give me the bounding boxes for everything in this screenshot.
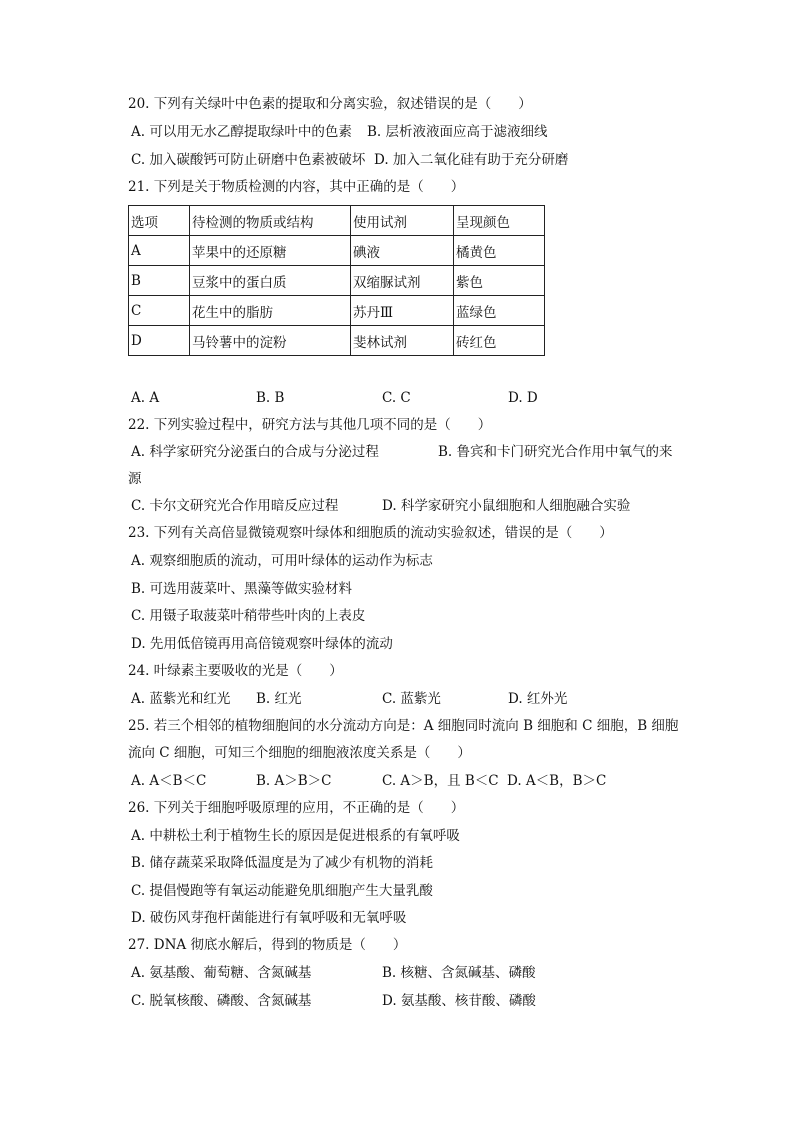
table-cell: 紫色 (454, 266, 545, 296)
q26-option-a: A. 中耕松土利于植物生长的原因是促进根系的有氧呼吸 (131, 828, 460, 844)
q22-option-a: A. 科学家研究分泌蛋白的合成与分泌过程 (131, 444, 379, 460)
q27-option-b: B. 核糖、含氮碱基、磷酸 (382, 965, 536, 981)
q23-stem: 23. 下列有关高倍显微镜观察叶绿体和细胞质的流动实验叙述，错误的是（ ） (128, 525, 613, 541)
table-cell: 苏丹Ⅲ (351, 296, 454, 326)
table-cell: 蓝绿色 (454, 296, 545, 326)
q26-option-c: C. 提倡慢跑等有氧运动能避免肌细胞产生大量乳酸 (131, 883, 433, 899)
q21-stem: 21. 下列是关于物质检测的内容，其中正确的是（ ） (128, 179, 465, 195)
q20-stem: 20. 下列有关绿叶中色素的提取和分离实验，叙述错误的是（ ） (128, 96, 532, 112)
q22-option-b: B. 鲁宾和卡门研究光合作用中氧气的来 (438, 444, 673, 460)
q21-option-c: C. C (382, 390, 411, 406)
q26-stem: 26. 下列关于细胞呼吸原理的应用，不正确的是（ ） (128, 800, 465, 816)
q24-option-a: A. 蓝紫光和红光 (131, 691, 231, 707)
q27-option-a: A. 氨基酸、葡萄糖、含氮碱基 (131, 965, 312, 981)
q22-stem: 22. 下列实验过程中，研究方法与其他几项不同的是（ ） (128, 417, 492, 433)
q21-option-a: A. A (131, 390, 160, 406)
q24-option-b: B. 红光 (256, 691, 302, 707)
table-cell: D (129, 326, 190, 356)
table-cell: 双缩脲试剂 (351, 266, 454, 296)
q20-option-d: D. 加入二氧化硅有助于充分研磨 (374, 152, 569, 168)
q23-option-b: B. 可选用菠菜叶、黑藻等做实验材料 (131, 581, 353, 597)
table-cell: 碘液 (351, 236, 454, 266)
table-header-cell: 待检测的物质或结构 (190, 206, 351, 236)
table-cell: 砖红色 (454, 326, 545, 356)
q21-option-d: D. D (508, 390, 538, 406)
q27-option-d: D. 氨基酸、核苷酸、磷酸 (382, 993, 536, 1009)
table-row (129, 236, 545, 266)
table-cell: 苹果中的还原糖 (190, 236, 351, 266)
q23-option-d: D. 先用低倍镜再用高倍镜观察叶绿体的流动 (131, 636, 393, 652)
table-cell: 橘黄色 (454, 236, 545, 266)
q25-option-d: D. A＜B，B＞C (507, 773, 607, 789)
q22-option-c: C. 卡尔文研究光合作用暗反应过程 (131, 498, 339, 514)
q22-option-b-cont: 源 (128, 471, 142, 487)
q27-stem: 27. DNA 彻底水解后，得到的物质是（ ） (128, 937, 407, 953)
q23-option-c: C. 用镊子取菠菜叶稍带些叶肉的上表皮 (131, 608, 366, 624)
table-cell: 花生中的脂肪 (190, 296, 351, 326)
table-header-row (129, 206, 545, 236)
q24-option-c: C. 蓝紫光 (382, 691, 441, 707)
table-cell: 豆浆中的蛋白质 (190, 266, 351, 296)
q27-option-c: C. 脱氧核酸、磷酸、含氮碱基 (131, 993, 312, 1009)
table-cell: A (129, 236, 190, 266)
q26-option-b: B. 储存蔬菜采取降低温度是为了减少有机物的消耗 (131, 855, 434, 871)
q25-option-a: A. A＜B＜C (131, 773, 207, 789)
q22-option-d: D. 科学家研究小鼠细胞和人细胞融合实验 (382, 498, 631, 514)
q25-stem-cont: 流向 C 细胞，可知三个细胞的细胞液浓度关系是（ ） (128, 745, 471, 761)
table-cell: 斐林试剂 (351, 326, 454, 356)
table-header-cell: 选项 (129, 206, 190, 236)
q25-stem: 25. 若三个相邻的植物细胞间的水分流动方向是：A 细胞同时流向 B 细胞和 C 细胞，B 细胞 (128, 718, 679, 734)
table-cell: B (129, 266, 190, 296)
q20-option-b: B. 层析液液面应高于滤液细线 (367, 124, 548, 140)
table-cell: 马铃薯中的淀粉 (190, 326, 351, 356)
table-row (129, 296, 545, 326)
table-cell: C (129, 296, 190, 326)
table-row (129, 326, 545, 356)
q20-option-c: C. 加入碳酸钙可防止研磨中色素被破坏 (131, 152, 366, 168)
q25-option-c: C. A＞B，且 B＜C (382, 773, 499, 789)
q21-option-b: B. B (256, 390, 285, 406)
q24-option-d: D. 红外光 (508, 691, 568, 707)
q20-option-a: A. 可以用无水乙醇提取绿叶中的色素 (131, 124, 352, 140)
q25-option-b: B. A＞B＞C (256, 773, 332, 789)
table-header-cell: 使用试剂 (351, 206, 454, 236)
q26-option-d: D. 破伤风芽孢杆菌能进行有氧呼吸和无氧呼吸 (131, 910, 407, 926)
table-row (129, 266, 545, 296)
q24-stem: 24. 叶绿素主要吸收的光是（ ） (128, 663, 343, 679)
table-header-cell: 呈现颜色 (454, 206, 545, 236)
q23-option-a: A. 观察细胞质的流动，可用叶绿体的运动作为标志 (131, 553, 433, 569)
q21-table (128, 205, 545, 356)
